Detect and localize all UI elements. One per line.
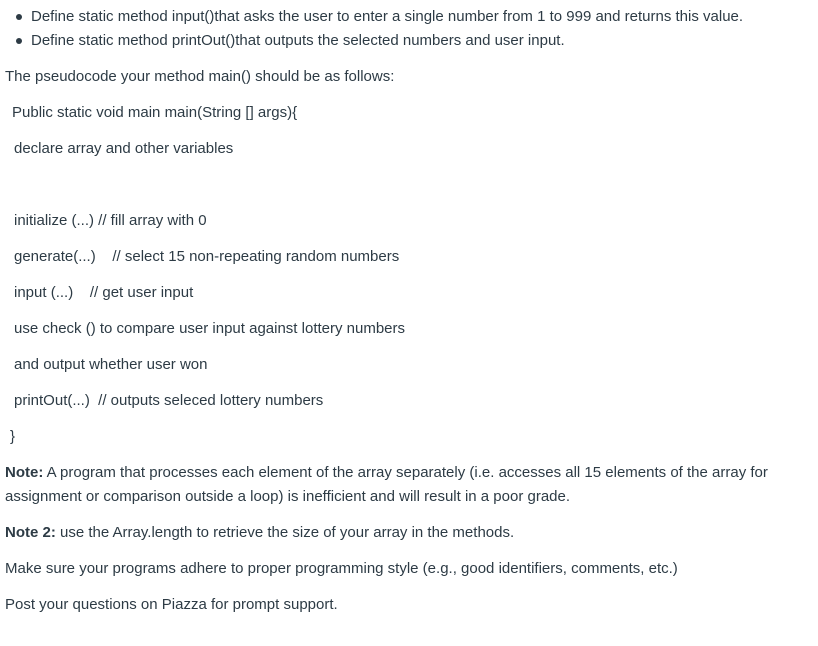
style-note: Make sure your programs adhere to proper programming style (e.g., good identifiers, comments, etc.) (5, 560, 678, 577)
input-line: input (...) // get user input (14, 284, 194, 301)
check-line: use check () to compare user input against lottery numbers (14, 320, 406, 337)
printout-line: printOut(...) // outputs seleced lottery numbers (14, 392, 324, 409)
note-text: A program that processes each element of the array separately (i.e. accesses all 15 elements of the array for assignment or comparison outside a loop) is inefficient and will result in a poor grade. (5, 464, 768, 505)
declare-line: declare array and other variables (14, 140, 234, 157)
initialize-line: initialize (...) // fill array with 0 (14, 212, 207, 229)
note-label: Note: (5, 464, 44, 481)
main-signature: Public static void main main(String [] args){ (12, 104, 298, 121)
output-won-line: and output whether user won (14, 356, 208, 373)
closing-brace: } (10, 428, 16, 445)
note2-label: Note 2: (5, 524, 56, 541)
pseudocode-intro: The pseudocode your method main() should be as follows: (5, 68, 395, 85)
generate-line: generate(...) // select 15 non-repeating random numbers (14, 248, 400, 265)
bullet-input-method: Define static method input()that asks the user to enter a single number from 1 to 999 and returns this value. (31, 8, 744, 25)
piazza-note: Post your questions on Piazza for prompt support. (5, 596, 338, 613)
bullet-printout-method: Define static method printOut()that outputs the selected numbers and user input. (31, 32, 565, 49)
note-paragraph (5, 461, 805, 509)
note2-text: use the Array.length to retrieve the size of your array in the methods. (55, 524, 515, 541)
bullet-dot (16, 14, 22, 20)
bullet-dot (16, 38, 22, 44)
note2-paragraph (5, 524, 514, 542)
